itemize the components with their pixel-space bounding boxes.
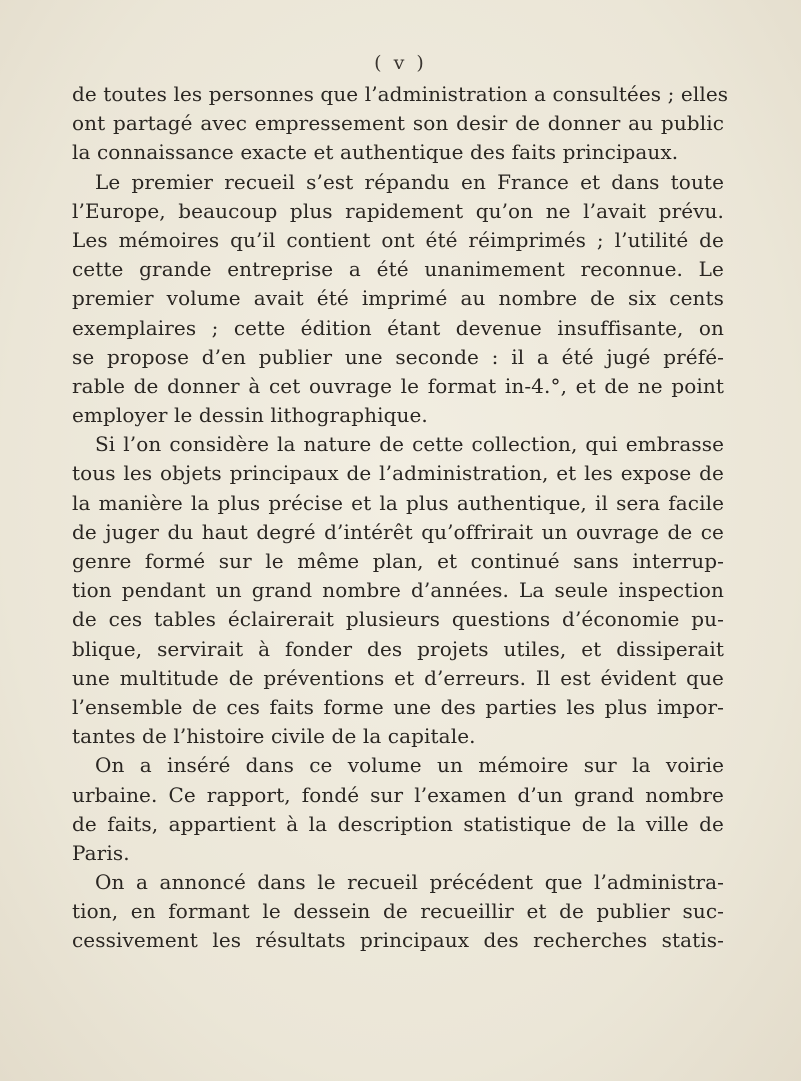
text-line: Paris.	[72, 840, 130, 865]
text-line: blique, servirait à fonder des projets utiles, et dissiperait	[72, 636, 724, 661]
text-line: Les mémoires qu’il contient ont été réimprimés ; l’utilité de	[72, 227, 724, 252]
text-line: de faits, appartient à la description statistique de la ville de	[72, 811, 724, 836]
text-line: tous les objets principaux de l’administration, et les expose de	[72, 461, 724, 486]
text-line: Le premier recueil s’est répandu en France et dans toute	[95, 169, 724, 194]
text-line: se propose d’en publier une seconde : il a été jugé préfé-	[72, 344, 724, 369]
text-line: tion, en formant le dessein de recueillir et de publier suc-	[72, 899, 724, 924]
text-line: employer le dessin lithographique.	[72, 403, 428, 428]
text-line: tantes de l’histoire civile de la capitale.	[72, 724, 476, 749]
text-line: exemplaires ; cette édition étant devenue insuffisante, on	[72, 315, 724, 340]
text-line: l’ensemble de ces faits forme une des parties les plus impor-	[72, 694, 724, 719]
text-line: genre formé sur le même plan, et continué sans interrup-	[72, 549, 724, 573]
text-line: rable de donner à cet ouvrage le format in-4.°, et de ne point	[72, 373, 724, 398]
page-number: ( v )	[374, 52, 427, 74]
text-line: l’Europe, beaucoup plus rapidement qu’on ne l’avait prévu.	[72, 198, 724, 223]
text-line: cette grande entreprise a été unanimement reconnue. Le	[72, 257, 724, 282]
text-line: la manière la plus précise et la plus authentique, il sera facile	[72, 490, 724, 515]
text-line: cessivement les résultats principaux des recherches statis-	[72, 928, 724, 953]
text-line: Si l’on considère la nature de cette collection, qui embrasse	[95, 432, 724, 457]
text-line: premier volume avait été imprimé au nombre de six cents	[72, 286, 724, 311]
text-line: ont partagé avec empressement son desir de donner au public	[72, 111, 724, 136]
text-line: de toutes les personnes que l’administration a consultées ; elles	[72, 82, 729, 106]
text-line: une multitude de préventions et d’erreurs. Il est évident que	[72, 665, 724, 690]
text-line: de juger du haut degré d’intérêt qu’offrirait un ouvrage de ce	[72, 519, 724, 544]
body-text	[72, 80, 729, 956]
text-line: la connaissance exacte et authentique des faits principaux.	[72, 140, 679, 165]
text-line: urbaine. Ce rapport, fondé sur l’examen d’un grand nombre	[72, 782, 724, 807]
text-line: On a inséré dans ce volume un mémoire sur la voirie	[95, 753, 724, 778]
text-line: de ces tables éclairerait plusieurs questions d’économie pu-	[72, 607, 724, 632]
text-line: tion pendant un grand nombre d’années. La seule inspection	[72, 578, 724, 603]
text-line: On a annoncé dans le recueil précédent que l’administra-	[95, 870, 724, 895]
